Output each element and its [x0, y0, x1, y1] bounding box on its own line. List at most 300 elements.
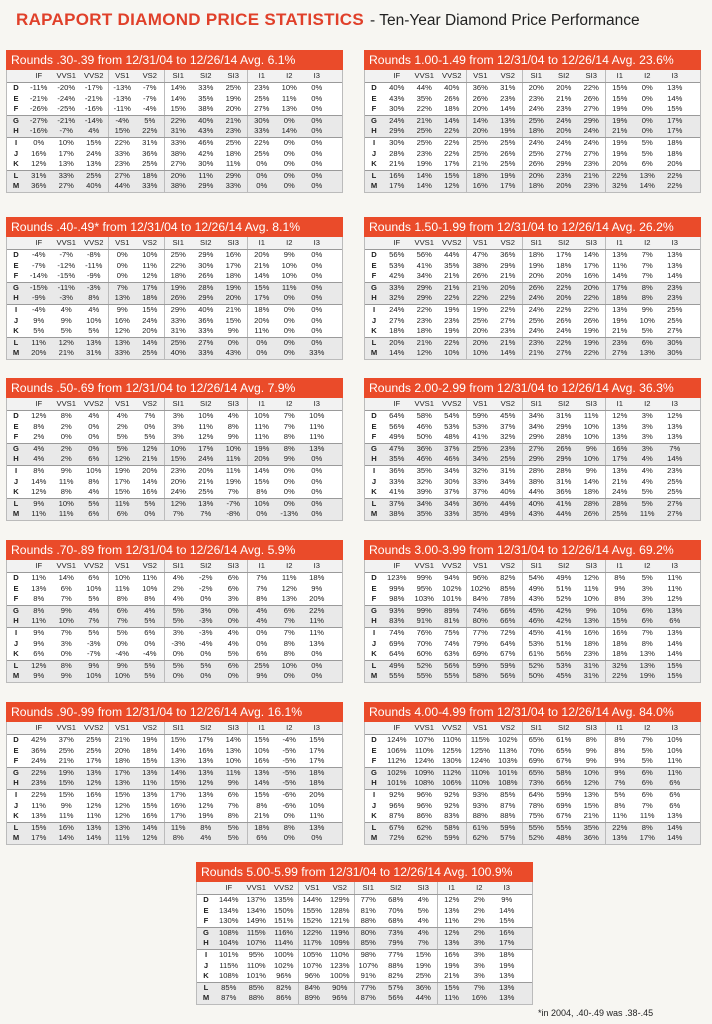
color-grade-label: I: [14, 789, 18, 799]
price-change-cell: 24%: [528, 293, 544, 303]
column-header: I3: [313, 399, 320, 408]
corner-cell: [7, 560, 25, 572]
price-change-cell: 10%: [170, 443, 186, 453]
price-change-cell: -4%: [115, 115, 129, 125]
price-change-cell: 93%: [389, 605, 405, 615]
price-change-cell: 4%: [136, 606, 165, 617]
color-grade-label: H: [13, 778, 19, 788]
column-header: SI1: [530, 723, 542, 732]
color-grade-label: K: [371, 326, 377, 336]
price-change-cell: 42%: [389, 271, 405, 281]
price-change-cell: 25%: [667, 476, 683, 486]
price-change-cell: 107%: [302, 960, 322, 970]
price-change-cell: 46%: [438, 454, 467, 465]
color-grade-label: L: [13, 660, 19, 670]
table-row: [7, 573, 342, 584]
price-change-cell: 11%: [639, 509, 655, 519]
price-change-cell: 35%: [416, 465, 432, 475]
price-table: [6, 70, 343, 193]
price-change-cell: 89%: [438, 606, 467, 617]
price-change-cell: 0%: [283, 476, 295, 486]
price-change-cell: 60%: [416, 649, 432, 659]
price-change-cell: 85%: [221, 982, 237, 992]
price-change-cell: 14%: [31, 476, 47, 486]
price-change-cell: 13%: [220, 746, 249, 757]
price-change-cell: 11%: [220, 159, 249, 170]
price-change-cell: 8%: [60, 487, 72, 497]
table-row: [7, 811, 342, 823]
price-change-cell: 98%: [360, 949, 376, 959]
price-change-cell: 36%: [31, 181, 47, 191]
color-grade-label: K: [371, 487, 377, 497]
table-row: [7, 250, 342, 261]
table-row: [365, 261, 700, 272]
price-change-cell: 14%: [472, 115, 488, 125]
price-change-cell: 35%: [198, 93, 214, 103]
price-change-cell: 19%: [528, 260, 544, 270]
price-change-cell: -3%: [59, 293, 73, 303]
table-row: [7, 316, 342, 327]
price-change-cell: -4%: [31, 250, 46, 259]
price-change-cell: 22%: [494, 305, 523, 316]
price-change-cell: 6%: [116, 605, 128, 615]
price-change-cell: 0%: [283, 148, 295, 158]
table-row: [365, 305, 700, 316]
price-change-cell: 9%: [60, 315, 72, 325]
table-row: [365, 454, 700, 466]
price-change-cell: 16%: [80, 790, 109, 801]
table-row: [197, 938, 532, 950]
price-change-cell: 24%: [528, 137, 544, 147]
column-header: SI2: [558, 723, 570, 732]
price-change-cell: 14%: [667, 833, 683, 843]
price-change-cell: 102%: [438, 584, 467, 595]
price-change-cell: 13%: [612, 421, 628, 431]
price-change-cell: 18%: [612, 649, 628, 659]
table-row: [365, 823, 700, 834]
price-change-cell: 20%: [556, 83, 572, 92]
price-change-cell: 18%: [578, 639, 607, 650]
price-change-cell: 17%: [254, 293, 270, 303]
price-change-cell: 24%: [556, 115, 572, 125]
price-change-cell: 10%: [220, 756, 249, 767]
price-change-cell: 78%: [528, 800, 544, 810]
price-change-cell: 19%: [578, 338, 607, 349]
color-grade-label: E: [371, 583, 377, 593]
table-row: [7, 746, 342, 757]
price-change-cell: 3%: [641, 411, 653, 420]
column-header: VVS2: [438, 560, 467, 572]
price-change-cell: 79%: [388, 938, 404, 948]
price-change-cell: 12%: [198, 778, 214, 788]
price-change-cell: -21%: [57, 115, 76, 125]
price-change-cell: 25%: [58, 745, 74, 755]
price-change-cell: 24%: [80, 149, 109, 160]
price-change-cell: 29%: [416, 293, 432, 303]
price-change-cell: 40%: [198, 304, 214, 314]
column-header: I3: [671, 561, 678, 570]
price-change-cell: 11%: [309, 627, 325, 637]
column-header: SI1: [530, 399, 542, 408]
corner-cell: [7, 722, 25, 734]
price-change-cell: 61%: [472, 822, 488, 832]
price-change-cell: 32%: [612, 660, 628, 670]
price-change-cell: 33%: [472, 476, 488, 486]
color-grade-label: G: [371, 115, 377, 125]
price-change-cell: 18%: [309, 573, 325, 582]
price-change-cell: 11%: [281, 282, 297, 292]
color-grade-label: D: [13, 411, 19, 420]
price-change-cell: -5%: [282, 756, 296, 766]
price-change-cell: 13%: [667, 250, 683, 259]
price-change-cell: 24%: [556, 326, 572, 336]
price-change-cell: 4%: [220, 628, 249, 639]
price-change-cell: -7%: [31, 260, 46, 270]
price-change-cell: 25%: [80, 735, 109, 746]
price-change-cell: 21%: [254, 811, 270, 821]
price-change-cell: 0%: [80, 444, 109, 455]
price-change-cell: 18%: [578, 487, 607, 498]
price-change-cell: 6%: [641, 616, 653, 626]
price-change-cell: 9%: [60, 605, 72, 615]
price-change-cell: 10%: [309, 800, 325, 810]
price-change-cell: 8%: [200, 822, 212, 832]
price-change-cell: 58%: [438, 823, 467, 834]
price-change-cell: 3%: [473, 971, 485, 981]
color-grade-label: E: [371, 745, 377, 755]
price-change-cell: 18%: [254, 304, 270, 314]
price-change-cell: -2%: [198, 583, 213, 593]
price-change-cell: 32%: [494, 432, 523, 443]
price-change-cell: 20%: [472, 326, 488, 336]
color-grade-label: L: [371, 170, 377, 180]
price-change-cell: 10%: [136, 250, 165, 261]
table-row: [365, 348, 700, 359]
color-grade-label: F: [13, 594, 19, 604]
column-header: IF: [393, 561, 401, 570]
price-change-cell: 20%: [556, 181, 572, 191]
price-change-cell: 6%: [256, 833, 268, 843]
panel-title: Rounds 1.50-1.99 from 12/31/04 to 12/26/14 Avg. 26.2%: [364, 217, 701, 237]
color-grade-label: L: [203, 982, 209, 992]
price-change-cell: 85%: [360, 938, 376, 948]
price-change-cell: 29%: [198, 250, 214, 259]
price-change-cell: 5%: [641, 148, 653, 158]
price-change-cell: 45%: [528, 605, 544, 615]
price-change-cell: 10%: [114, 573, 130, 582]
price-change-cell: 26%: [578, 94, 607, 105]
price-change-cell: 5%: [220, 649, 249, 660]
price-change-cell: 16%: [472, 181, 488, 191]
price-change-cell: 21%: [528, 348, 544, 358]
price-change-cell: 11%: [667, 573, 683, 582]
price-change-cell: 0%: [116, 260, 128, 270]
price-change-cell: 33%: [170, 315, 186, 325]
price-change-cell: 13%: [114, 293, 130, 303]
table-row: [7, 606, 342, 617]
price-change-cell: 18%: [416, 326, 432, 336]
color-grade-label: J: [13, 148, 19, 158]
table-row: [365, 181, 700, 192]
price-change-cell: 38%: [472, 260, 488, 270]
price-change-cell: 25%: [667, 304, 683, 314]
price-change-cell: 15%: [114, 126, 130, 136]
price-change-cell: 0%: [80, 432, 109, 443]
price-change-cell: 22%: [31, 767, 47, 777]
price-change-cell: 17%: [136, 283, 165, 294]
price-change-cell: 38%: [198, 104, 214, 114]
price-change-cell: 21%: [578, 811, 607, 822]
price-change-cell: -24%: [57, 93, 76, 103]
column-header: VVS2: [270, 882, 299, 894]
price-change-cell: 11%: [254, 421, 270, 431]
price-change-cell: 39%: [416, 487, 432, 497]
price-change-cell: 6%: [116, 509, 128, 519]
table-row: [365, 466, 700, 477]
price-change-cell: 44%: [416, 83, 432, 92]
price-change-cell: 19%: [494, 126, 523, 137]
price-change-cell: 10%: [438, 348, 467, 359]
price-change-cell: 9%: [33, 627, 45, 637]
price-change-cell: 8%: [614, 800, 626, 810]
price-change-cell: 3%: [473, 960, 485, 970]
price-change-cell: 11%: [136, 573, 165, 584]
table-header-row: [365, 722, 700, 735]
column-header: I2: [286, 238, 293, 247]
price-change-cell: 88%: [388, 960, 404, 970]
price-change-cell: -3%: [198, 627, 213, 637]
column-header: VS2: [494, 722, 523, 734]
price-change-cell: 15%: [114, 487, 130, 497]
price-change-cell: 6%: [641, 159, 653, 169]
price-change-cell: 4%: [200, 833, 212, 843]
price-change-cell: 8%: [80, 293, 109, 304]
price-change-cell: 98%: [389, 594, 405, 604]
price-table: [6, 237, 343, 360]
price-change-cell: 41%: [389, 487, 405, 497]
price-change-cell: 15%: [254, 476, 270, 486]
price-change-cell: 13%: [58, 159, 74, 169]
table-row: [197, 928, 532, 939]
price-change-cell: 15%: [667, 671, 683, 681]
price-change-cell: 5%: [641, 326, 653, 336]
price-change-cell: 0%: [283, 326, 295, 336]
price-change-cell: 37%: [438, 444, 467, 455]
color-grade-label: L: [371, 498, 377, 508]
column-header: I1: [448, 883, 455, 892]
price-change-cell: 38%: [170, 148, 186, 158]
table-row: [7, 833, 342, 844]
price-change-cell: 5%: [641, 756, 653, 766]
price-change-cell: 21%: [612, 126, 628, 136]
price-change-cell: 115%: [246, 927, 266, 937]
table-row: [7, 283, 342, 294]
price-change-cell: 0%: [311, 476, 323, 486]
price-change-cell: 122%: [302, 927, 322, 937]
price-change-cell: 35%: [438, 261, 467, 272]
price-change-cell: 13%: [198, 756, 214, 766]
price-change-cell: 12%: [170, 498, 186, 508]
column-header: VS2: [136, 398, 165, 410]
price-change-cell: 11%: [198, 421, 214, 431]
price-change-cell: 13%: [170, 756, 186, 766]
column-header: SI3: [578, 70, 607, 82]
price-change-cell: -3%: [80, 283, 109, 294]
price-change-cell: 144%: [302, 895, 322, 904]
price-change-cell: 40%: [528, 498, 544, 508]
price-change-cell: 0%: [283, 137, 295, 147]
price-change-cell: 15%: [170, 104, 186, 114]
price-change-cell: 8%: [172, 833, 184, 843]
column-header: I2: [644, 238, 651, 247]
price-change-cell: 8%: [283, 822, 295, 832]
price-change-cell: 73%: [388, 927, 404, 937]
price-change-cell: 29%: [556, 159, 572, 169]
price-change-cell: 23%: [667, 282, 683, 292]
price-change-cell: 14%: [494, 104, 523, 115]
price-change-cell: 12%: [114, 454, 130, 464]
price-change-cell: 5%: [641, 498, 653, 508]
price-change-cell: 24%: [528, 104, 544, 114]
price-change-cell: 7%: [200, 509, 212, 519]
price-change-cell: 68%: [388, 916, 404, 926]
price-change-cell: 18%: [254, 822, 270, 832]
price-change-cell: 15%: [170, 735, 186, 744]
price-change-cell: 25%: [416, 137, 432, 147]
column-header: VS1: [115, 71, 130, 80]
price-change-cell: 80%: [472, 616, 488, 626]
price-change-cell: 6%: [641, 337, 653, 347]
price-change-cell: 35%: [389, 454, 405, 464]
price-change-cell: 9%: [614, 767, 626, 777]
price-change-cell: 52%: [528, 660, 544, 670]
price-change-cell: 6%: [60, 583, 72, 593]
price-change-cell: 53%: [438, 422, 467, 433]
price-change-cell: -7%: [136, 94, 165, 105]
price-change-cell: 27%: [198, 337, 214, 347]
price-change-cell: 8%: [641, 638, 653, 648]
price-change-cell: 65%: [528, 767, 544, 777]
price-change-cell: 15%: [667, 104, 683, 114]
price-change-cell: 13%: [612, 833, 628, 843]
table-row: [7, 487, 342, 499]
price-change-cell: 7%: [220, 487, 249, 498]
price-change-cell: 11%: [667, 583, 683, 593]
price-change-cell: 103%: [494, 756, 523, 767]
column-header: IF: [393, 723, 401, 732]
price-change-cell: 99%: [416, 573, 432, 582]
column-header: I2: [286, 399, 293, 408]
price-change-cell: 9%: [283, 250, 295, 259]
price-change-cell: 8%: [33, 465, 45, 475]
price-change-cell: 19%: [494, 171, 523, 182]
price-change-cell: 0%: [60, 432, 72, 442]
price-change-cell: 14%: [389, 348, 405, 358]
price-change-cell: 22%: [438, 293, 467, 304]
price-change-cell: 19%: [438, 305, 467, 316]
price-change-cell: 4%: [80, 411, 109, 422]
price-change-cell: 22%: [114, 137, 130, 147]
color-grade-label: G: [371, 282, 377, 292]
price-change-cell: 21%: [58, 348, 74, 358]
price-change-cell: 61%: [556, 735, 572, 744]
price-change-cell: 0%: [311, 326, 323, 336]
price-change-cell: 31%: [556, 476, 572, 486]
price-change-cell: 72%: [389, 833, 405, 843]
price-change-cell: 18%: [136, 746, 165, 757]
price-change-cell: 13%: [499, 971, 515, 981]
price-change-cell: 12%: [136, 833, 165, 844]
column-header: VVS1: [414, 399, 434, 408]
price-change-cell: 13%: [444, 905, 460, 915]
price-change-cell: 0%: [311, 454, 323, 464]
price-change-cell: 11%: [31, 509, 47, 519]
price-change-cell: 16%: [136, 487, 165, 498]
table-row: [365, 293, 700, 305]
color-grade-label: M: [370, 833, 378, 843]
table-row: [7, 756, 342, 768]
price-change-cell: 134%: [219, 905, 239, 915]
price-change-cell: 14%: [58, 573, 74, 582]
price-change-cell: 0%: [311, 649, 323, 659]
price-change-cell: 34%: [438, 499, 467, 510]
price-change-cell: 6%: [80, 509, 109, 520]
price-change-cell: 6%: [283, 605, 295, 615]
price-change-cell: 17%: [114, 767, 130, 777]
price-change-cell: 48%: [556, 833, 572, 843]
color-grade-label: L: [371, 337, 377, 347]
price-change-cell: 59%: [472, 411, 488, 420]
column-header: VS2: [494, 70, 523, 82]
price-change-cell: 25%: [136, 348, 165, 359]
price-change-cell: 54%: [528, 573, 544, 582]
price-change-cell: 13%: [667, 260, 683, 270]
color-grade-label: J: [13, 315, 19, 325]
price-change-cell: 24%: [578, 138, 607, 149]
price-change-cell: 8%: [136, 594, 165, 605]
price-change-cell: 15%: [114, 789, 130, 799]
price-change-cell: 13%: [639, 348, 655, 358]
price-change-cell: 100%: [326, 971, 355, 982]
price-change-cell: 0%: [311, 833, 323, 843]
price-change-cell: 5%: [641, 745, 653, 755]
column-header: SI1: [530, 238, 542, 247]
price-change-cell: 150%: [270, 906, 299, 917]
table-row: [365, 116, 700, 127]
price-change-cell: 9%: [283, 454, 295, 464]
price-change-cell: 5%: [60, 326, 72, 336]
price-change-cell: 15%: [31, 822, 47, 832]
color-grade-label: G: [203, 927, 209, 937]
table-row: [7, 616, 342, 628]
price-change-cell: 5%: [136, 661, 165, 672]
price-change-cell: 22%: [416, 104, 432, 114]
price-change-cell: 25%: [220, 138, 249, 149]
price-change-cell: 58%: [472, 671, 488, 681]
price-change-cell: 124%: [387, 735, 407, 744]
table-row: [197, 906, 532, 917]
column-header: I1: [616, 399, 623, 408]
price-change-cell: 20%: [136, 466, 165, 477]
price-table: [6, 398, 343, 521]
price-change-cell: 36%: [578, 833, 607, 844]
price-change-cell: 18%: [667, 148, 683, 158]
price-change-cell: 7%: [641, 800, 653, 810]
price-change-cell: 21%: [578, 171, 607, 182]
price-change-cell: 100%: [270, 950, 299, 961]
price-change-cell: 20%: [494, 283, 523, 294]
price-change-cell: -7%: [59, 126, 73, 136]
